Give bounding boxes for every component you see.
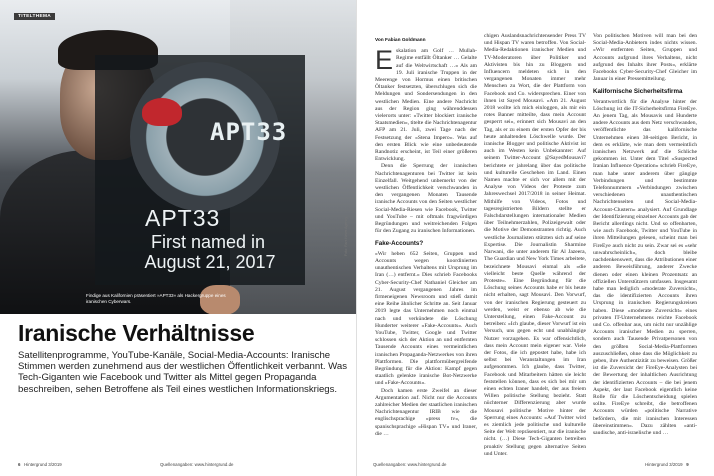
subheading-security-firm: Kalifornische Sicherheitsfirma bbox=[593, 88, 683, 96]
column-2-text: chigen Auslandsnachrichtensender Press TV und Hispan TV waren betroffen. Von Social-Media-Redaktionen iranischer Medien und TV-Moderatoren über Politiker und Aktivisten bis hin zu Bloggern und Influencern meldeten sich in den vergangenen Monaten immer mehr Menschen zu Wort, die der Plattform von Facebook und Co. widersprechen. Einer von ihnen ist Sayed Mousavi. »Am 21. August 2018 wollte ich mich einloggen, als mir ein rotes Banner mitteilte, dass mein Account gesperrt sei«, erinnert sich Mousavi an den Tag, als er zu einem der ersten Opfer der bis heute anhaltenden Löschwelle wurde. Der iranische Blogger und politische Aktivist ist auch im Westen kein Unbekannter: Auf seinem Twitter-Account @SayedMousavi7 berichtete er jahrelang über das politische und kulturelle Geschehen im Land. Einen Namen machte er sich vor allem mit der Analyse von Videos der Proteste zum Jahreswechsel 2017/2018 in seiner Heimat. Mithilfe von Videos, Fotos und tagesregistrierten Bildern stellte er Falschdarstellungen internationaler Medien über Teilnehmerzahlen, Polizeigewalt oder die Motive der Demonstranten richtig. Auch westliche Journalisten stützten sich auf seine Expertise. Die Journalistin Sharmine Narwani, die unter anderem für Al Jazeera, The Guardian und New York Times arbeitete, bezeichnete Mousavi einmal als »die vielleicht beste Quelle während der Proteste«. Eine Begründung für die Löschung seines Accounts habe er bis heute nicht erhalten, sagt Mousavi. Den Vorwurf, von der iranischen Regierung gesteuert zu werden, weist er ebenso ab wie die Unterstellung, einen Fake-Account zu betreiben: »Ich glaube, dieser Vorwurf ist ein Versuch, uns gegen echt und unabhängige Nutzer vorzugehen. Es war offensichtlich, dass mein Account mein eigener war. Viele der Fotos, die ich gepostet habe, habe ich selbst bei Veranstaltungen im Iran aufgenommen. Ich glaube, dass Twitter, Facebook und Mitarbeitern hätten sie leicht feststellen können, dass es sich bei mir um einen echten Iraner handelt, der aus freiem Willen politische Stellung bezieht. Statt nüchterner Differenzierung aber wurde Mousavi politische Motive hinter der Sperrung eines Accounts: »Auf Twitter wird es ziemlich jede politische und kulturelle Seite der Welt repräsentiert, nur die iranische nicht. (…) Diese Tech-Giganten betreiben proaktiv Stellung gegen alternative Seiten und Unter. bbox=[484, 33, 586, 457]
footer-right bbox=[645, 462, 689, 467]
photo-caption: Findige aus Kalifornien präsentiert »APT33« als Hackergruppe eines iranischen Cyberwars. bbox=[86, 293, 226, 304]
column-1-paragraph-2: Denn die Sperrung der iranischen Nachrichtenagenturen bei Twitter ist kein Einzelfall. Weitgehend unbemerkt von der westlichen Öffentlichkeit verschwanden in den vergangenen Monaten Tausende iranische Accounts von den Seiten westlicher Social-Media-Riesen wie Facebook, Twitter und YouTube – mit oftmals fragwürdigen Begründungen und weitreichenden Folgen für den Zugang zu iranischen Informationen. bbox=[375, 163, 477, 235]
article-column-1 bbox=[375, 37, 477, 457]
column-1-paragraph-3: »Wir heben 652 Seiten, Gruppen und Accounts wegen koordinierten unauthentischen Verhaltens mit Ursprung im Iran (…) entfernt.« Dies schrieb Facebooks Cyber-Security-Chef Nathaniel Gleicher am 21. August vergangenen Jahres im firmeneigenen Newsroom und stieß damit eine Reihe ähnlicher Schritte an. Seit Januar 2019 legte das Unternehmen noch einmal nach und verkündete die Löschung Hunderter weiterer »Fake-Accounts«. Auch YouTube, Twitter, Google und Twitter schlossen sich der Aktion an und entfernten Tausende Accounts eines vermeintlichen iranischen Propaganda-Netzwerkes von ihren Plattformen. Die plattformübergreifende Begründung für die Aktion: Kampf gegen staatlich gelenkte iranische Bot-Netzwerke und »Fake-Accounts«. bbox=[375, 250, 477, 387]
column-3-paragraph-1: Von politischen Motiven will man bei den Social-Media-Anbietern indes nichts wissen. »Wir entfernten Seiten, Gruppen und Accounts aufgrund ihres Verhaltens, nicht aufgrund des Inhalts ihrer Posts«, erklärte Facebooks Cyber-Security-Chef Gleicher im Januar in einer Pressemitteilung. bbox=[593, 33, 697, 83]
article-column-3 bbox=[593, 33, 697, 457]
article-column-2 bbox=[484, 33, 586, 457]
footer-left bbox=[18, 462, 62, 467]
screen-line-1: First named in bbox=[150, 232, 266, 252]
right-page bbox=[357, 0, 714, 476]
page-number-left: 6 bbox=[18, 462, 21, 467]
apt33-logo-text: APT33 bbox=[210, 118, 288, 146]
subheading-fake-accounts: Fake-Accounts? bbox=[375, 240, 424, 248]
photo-credit: Foto: Fars News Agency bbox=[344, 216, 348, 256]
source-link-left[interactable]: Quellenangaben: www.hintergrund.de bbox=[160, 462, 234, 467]
hero-photo bbox=[0, 0, 357, 314]
section-tag: TITELTHEMA bbox=[14, 13, 55, 20]
page-number-right: 9 bbox=[686, 462, 689, 467]
drop-cap: E bbox=[375, 45, 394, 76]
byline: Von Fabian Goldmann bbox=[375, 38, 426, 43]
column-1-paragraph-4: Doch kamen erste Zweifel an dieser Argumentation auf. Nicht nur die Accounts zahlreicher Medien der staatlichen iranischen Nachrichtenagentur IRIB wie die englischsprachige »press tv«, die spanischsprachige »Hispan TV« und Iraner, die … bbox=[375, 387, 477, 437]
screen-line-2: August 21, 2017 bbox=[144, 252, 276, 272]
magazine-issue-left: Hintergrund 3/2019 bbox=[24, 462, 62, 467]
column-3-paragraph-2: Verantwortlich für die Analyse hinter der Löschung ist die IT-Sicherheitsfirma FireEye. An jenem Tag, als Mousavis und Hunderte andere Accounts aus dem Netz verschwanden, veröffentlichte das kalifornische Unternehmen einen 38-seitigen Bericht, in dem es erklärte, wie man dem vermeintlich iranischen Netzwerk auf die Schliche gekommen ist. Unter dem Titel »Suspected Iranian Influence Operation« schrieb FireEye, man habe unter anderem über gängige Verbindungen und bestimmte Telefonnummern »Verbindungen zwischen verschiedenen unauthentischen Nachrichtenseiten und Social-Media-Account-Clustern« analysiert. Auf Grundlage der Identifizierung einzelner Accounts gab der Bericht allerdings nicht. Und so offenbarten, wie auch Facebook, Twitter und YouTube in ihren Mitteilungen gelesen, scheint man bei FireEye auch nicht zu sein. Zwar sei es »sehr unwahrscheinlich«, doch bleibe nachdenkenswert, dass die Attributionen einer anderen Beweisführung, anderer Zwecke dienen oder einen kleinen Prozentsatz an offiziellen Unterstützern umfassen. Insgesamt habe man lediglich »moderate Zuversicht«, das die identifizierten Accounts ihren Ursprung in iranischen Regierungskreisen haben. Diese »moderate Zuversicht« eines privaten IT-Unternehmens reichte Facebook und Co. offenbar aus, um nicht nur unzählige Accounts iranischer Medien zu sperren, sondern auch Tausende Privatpersonen von den größten Social-Media-Plattformen auszuschließen, ohne dass die Möglichkeit zu geben, ihre Authentizität zu beweisen. Größer ist die Zuversicht der FireEye-Analysten bei der Bewertung der inhaltlichen Ausrichtung der identifizierten Accounts – die bei jenem Aspekt, der laut Facebook eigentlich keine Rolle für die Löschentscheidung spielen sollte. FireEye schreibt, die betroffenen Accounts würden »politische Narrative befördern, die mit iranischen Interessen übereinstimmen«. Dazu zählten »anti-saudische, anti-israelische und … bbox=[593, 98, 697, 436]
magazine-issue-right: Hintergrund 3/2019 bbox=[645, 462, 683, 467]
column-1-paragraph-1: skalation am Golf … Mullah-Regime entfällt Öltanker … Gelalte auf die Weltwirtschaft …« Als am 19. Juli iranische Truppen in der Meerenge von Hormus einen britischen Öltanker festsetzten, überschlugen sich die Meldungen und Sondersendungen in den westlichen Medien. Eine andere Nachricht aus der Region ging währenddessen vielerorts unter: »Twitter blockiert iranische Staatsmedien«, titelte die Nachrichtenagentur AFP am 21. Juli, zwei Tage nach der Festsetzung der »Stena Impero«. Was auf den ersten Blick wie eine unbedeutende Randnotiz erscheint, ist Teil einer größeren Entwicklung. bbox=[375, 48, 477, 163]
article-lede: Satellitenprogramme, YouTube-Kanäle, Social-Media-Accounts: Iranische Stimmen werden zunehmend aus der westlichen Öffentlichkeit verbannt. Was Tech-Giganten wie Facebook und Twitter als Mittel gegen Propaganda beschreiben, sehen Betroffene als Teil eines westlichen Informationskriegs. bbox=[18, 350, 348, 395]
source-link-right[interactable]: Quellenangaben: www.hintergrund.de bbox=[373, 462, 447, 467]
screen-title: APT33 bbox=[145, 205, 221, 231]
flag-emblem-icon bbox=[142, 98, 182, 126]
article-headline: Iranische Verhältnisse bbox=[18, 320, 255, 346]
